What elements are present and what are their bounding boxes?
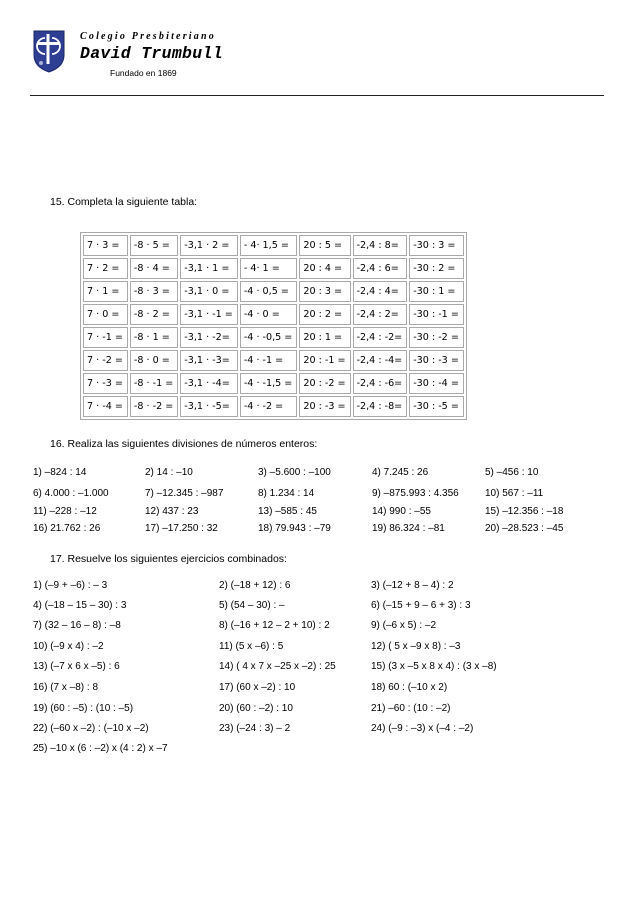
table-cell: -8 · 1 = <box>130 327 178 348</box>
table-cell: 20 : -2 = <box>299 373 350 394</box>
table-row <box>83 235 464 256</box>
school-crest-logo <box>32 29 66 73</box>
list-item <box>33 641 603 657</box>
table-cell: -2,4 : -4= <box>353 350 408 371</box>
exercise-item: 1) (–9 + –6) : – 3 <box>33 580 108 591</box>
exercise-item: 8) 1.234 : 14 <box>258 488 315 499</box>
table-cell: -4 · -1,5 = <box>240 373 298 394</box>
exercise-item: 7) (32 – 16 – 8) : –8 <box>33 620 121 631</box>
exercise-item: 6) (–15 + 9 – 6 + 3) : 3 <box>371 600 471 611</box>
table-cell: -30 : 1 = <box>409 281 464 302</box>
exercise-item: 15) –12.356 : –18 <box>485 506 564 517</box>
table-row <box>83 350 464 371</box>
table-cell: 7 · -1 = <box>83 327 128 348</box>
exercise-item: 5) (54 – 30) : – <box>219 600 285 611</box>
table-cell: 20 : 1 = <box>299 327 350 348</box>
table-cell: 7 · 2 = <box>83 258 128 279</box>
exercise-item: 7) –12.345 : –987 <box>145 488 224 499</box>
table-cell: -3,1 · -4= <box>180 373 238 394</box>
table-cell: -2,4 : 8= <box>353 235 408 256</box>
exercise-15-table <box>80 232 467 420</box>
list-item <box>33 467 603 483</box>
table-cell: -30 : 3 = <box>409 235 464 256</box>
exercise-item: 16) (7 x –8) : 8 <box>33 682 99 693</box>
exercise-item: 14) ( 4 x 7 x –25 x –2) : 25 <box>219 661 336 672</box>
exercise-item: 2) 14 : –10 <box>145 467 193 478</box>
table-cell: -2,4 : 4= <box>353 281 408 302</box>
list-item <box>33 703 603 719</box>
table-cell: -8 · 3 = <box>130 281 178 302</box>
exercise-item: 20) (60 : –2) : 10 <box>219 703 293 714</box>
table-cell: -8 · 4 = <box>130 258 178 279</box>
exercise-item: 11) (5 x –6) : 5 <box>219 641 284 652</box>
table-cell: -2,4 : -6= <box>353 373 408 394</box>
exercise-item: 9) (–6 x 5) : –2 <box>371 620 437 631</box>
exercise-item: 18) 60 : (–10 x 2) <box>371 682 448 693</box>
exercise-item: 17) –17.250 : 32 <box>145 523 218 534</box>
list-item <box>33 743 603 759</box>
exercise-item: 11) –228 : –12 <box>33 506 97 517</box>
exercise-item: 3) (–12 + 8 – 4) : 2 <box>371 580 454 591</box>
list-item <box>33 523 603 539</box>
table-row <box>83 304 464 325</box>
exercise-item: 15) (3 x –5 x 8 x 4) : (3 x –8) <box>371 661 497 672</box>
exercise-item: 21) –60 : (10 : –2) <box>371 703 451 714</box>
table-cell: -4 · -1 = <box>240 350 298 371</box>
table-cell: 20 : 3 = <box>299 281 350 302</box>
exercise-item: 19) (60 : –5) : (10 : –5) <box>33 703 134 714</box>
list-item <box>33 506 603 522</box>
table-cell: -30 : 2 = <box>409 258 464 279</box>
list-item <box>33 682 603 698</box>
list-item <box>33 661 603 677</box>
table-cell: -4 · -2 = <box>240 396 298 417</box>
exercise-item: 4) 7.245 : 26 <box>372 467 429 478</box>
list-item <box>33 600 603 616</box>
table-row <box>83 373 464 394</box>
exercise-item: 9) –875.993 : 4.356 <box>372 488 459 499</box>
exercise-item: 17) (60 x –2) : 10 <box>219 682 296 693</box>
exercise-item: 5) –456 : 10 <box>485 467 539 478</box>
table-cell: -2,4 : -8= <box>353 396 408 417</box>
exercise-item: 16) 21.762 : 26 <box>33 523 101 534</box>
exercise-item: 25) –10 x (6 : –2) x (4 : 2) x –7 <box>33 743 168 754</box>
table-cell: 7 · -3 = <box>83 373 128 394</box>
table-cell: -8 · -1 = <box>130 373 178 394</box>
table-cell: -2,4 : 6= <box>353 258 408 279</box>
exercise-item: 6) 4.000 : –1.000 <box>33 488 109 499</box>
table-cell: 20 : -3 = <box>299 396 350 417</box>
table-cell: -30 : -5 = <box>409 396 464 417</box>
exercise-item: 14) 990 : –55 <box>372 506 431 517</box>
table-cell: -8 · 5 = <box>130 235 178 256</box>
exercise-item: 12) 437 : 23 <box>145 506 199 517</box>
exercise-table-wrapper <box>80 232 467 420</box>
table-row <box>83 396 464 417</box>
exercise-item: 12) ( 5 x –9 x 8) : –3 <box>371 641 461 652</box>
exercise-item: 4) (–18 – 15 – 30) : 3 <box>33 600 127 611</box>
exercise-item: 13) (–7 x 6 x –5) : 6 <box>33 661 120 672</box>
table-cell: 7 · 0 = <box>83 304 128 325</box>
list-item <box>33 620 603 636</box>
table-cell: -8 · 0 = <box>130 350 178 371</box>
table-row <box>83 258 464 279</box>
table-cell: -4 · 0,5 = <box>240 281 298 302</box>
table-row <box>83 327 464 348</box>
table-cell: -3,1 · -2= <box>180 327 238 348</box>
exercise-item: 13) –585 : 45 <box>258 506 317 517</box>
table-cell: 20 : 4 = <box>299 258 350 279</box>
table-cell: -4 · 0 = <box>240 304 298 325</box>
list-item <box>33 723 603 739</box>
section-15-heading: 15. Completa la siguiente tabla: <box>50 196 198 208</box>
section-16-heading: 16. Realiza las siguientes divisiones de números enteros: <box>50 438 318 450</box>
table-cell: -8 · -2 = <box>130 396 178 417</box>
list-item <box>33 580 603 596</box>
table-cell: -8 · 2 = <box>130 304 178 325</box>
table-row <box>83 281 464 302</box>
exercise-item: 8) (–16 + 12 – 2 + 10) : 2 <box>219 620 330 631</box>
table-cell: 7 · -4 = <box>83 396 128 417</box>
school-name: David Trumbull <box>80 44 223 63</box>
exercise-item: 22) (–60 x –2) : (–10 x –2) <box>33 723 149 734</box>
table-cell: -30 : -2 = <box>409 327 464 348</box>
header-divider <box>30 95 604 96</box>
table-cell: -2,4 : -2= <box>353 327 408 348</box>
table-cell: -2,4 : 2= <box>353 304 408 325</box>
exercise-item: 10) (–9 x 4) : –2 <box>33 641 104 652</box>
table-cell: - 4· 1,5 = <box>240 235 298 256</box>
exercise-item: 1) –824 : 14 <box>33 467 87 478</box>
founded-note: Fundado en 1869 <box>110 68 177 78</box>
section-17-heading: 17. Resuelve los siguientes ejercicios combinados: <box>50 553 287 565</box>
exercise-item: 20) –28.523 : –45 <box>485 523 564 534</box>
school-subtitle: Colegio Presbiteriano <box>80 31 216 42</box>
table-cell: 7 · 1 = <box>83 281 128 302</box>
table-cell: -3,1 · 2 = <box>180 235 238 256</box>
list-item <box>33 488 603 504</box>
exercise-item: 3) –5.600 : –100 <box>258 467 331 478</box>
exercise-item: 24) (–9 : –3) x (–4 : –2) <box>371 723 474 734</box>
table-cell: 7 · -2 = <box>83 350 128 371</box>
table-cell: 20 : 2 = <box>299 304 350 325</box>
table-cell: -3,1 · 0 = <box>180 281 238 302</box>
table-cell: 20 : -1 = <box>299 350 350 371</box>
table-cell: -3,1 · -3= <box>180 350 238 371</box>
exercise-item: 23) (–24 : 3) – 2 <box>219 723 291 734</box>
exercise-item: 19) 86.324 : –81 <box>372 523 445 534</box>
table-cell: -30 : -1 = <box>409 304 464 325</box>
table-cell: 7 · 3 = <box>83 235 128 256</box>
exercise-item: 18) 79.943 : –79 <box>258 523 331 534</box>
exercise-item: 10) 567 : –11 <box>485 488 544 499</box>
table-cell: -3,1 · 1 = <box>180 258 238 279</box>
table-cell: -30 : -3 = <box>409 350 464 371</box>
table-cell: - 4· 1 = <box>240 258 298 279</box>
table-cell: -3,1 · -5= <box>180 396 238 417</box>
table-cell: -3,1 · -1 = <box>180 304 238 325</box>
table-cell: -30 : -4 = <box>409 373 464 394</box>
exercise-item: 2) (–18 + 12) : 6 <box>219 580 291 591</box>
table-cell: -4 · -0,5 = <box>240 327 298 348</box>
table-cell: 20 : 5 = <box>299 235 350 256</box>
